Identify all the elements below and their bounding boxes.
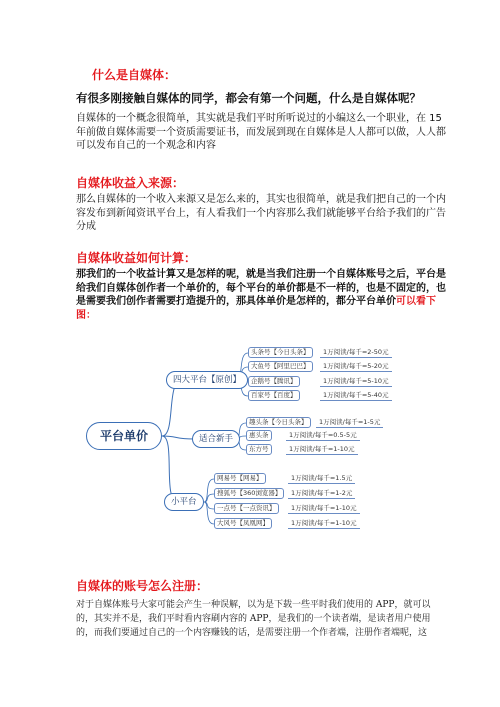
leaf-platform-price: 1万阅读/每千=5-10元 — [320, 376, 392, 387]
section-title-account-registration: 自媒体的账号怎么注册： — [76, 579, 209, 593]
mindmap-leaf — [214, 503, 394, 515]
leaf-platform-price: 1万阅读/每千=5-20元 — [320, 361, 392, 372]
leaf-platform-name: 东方号 — [246, 444, 272, 455]
leaf-platform-price: 1万阅读/每千=1-10元 — [288, 518, 360, 529]
mindmap-branch-beginner-platforms: 适合新手 — [192, 430, 240, 448]
leaf-platform-name: 惠头条 — [246, 430, 272, 441]
paragraph-income-calculation — [76, 268, 448, 322]
leaf-platform-price: 1万阅读/每千=1-10元 — [286, 444, 358, 455]
mindmap-leaf — [214, 518, 394, 530]
leaf-platform-name: 大鱼号【阿里巴巴】 — [248, 361, 313, 372]
paragraph-what-is-self-media: 自媒体的一个概念很简单，其实就是我们平时所听说过的小编这么一个职业，在 15 年前做自媒体需要一个资质需要证书，而发展到现在自媒体是人人都可以做，人人都可以发布自己的一个观念和内容 — [76, 113, 446, 151]
mindmap-leaf — [248, 390, 398, 402]
mindmap-leaf — [248, 376, 398, 388]
leaf-platform-name: 大风号【凤凰网】 — [214, 518, 272, 529]
leaf-platform-price: 1万阅读/每千=5-40元 — [320, 390, 392, 401]
leaf-platform-name: 头条号【今日头条】 — [248, 347, 313, 358]
see-figure-link-text: 可以看下图： — [76, 296, 436, 321]
intro-question: 有很多刚接触自媒体的同学，都会有第一个问题，什么是自媒体呢？ — [76, 91, 421, 105]
mindmap-leaf — [246, 430, 406, 442]
leaf-platform-name: 企鹅号【腾讯】 — [248, 376, 300, 387]
leaf-platform-name: 趣头条【今日头条】 — [246, 417, 311, 428]
mindmap-leaf — [214, 488, 394, 500]
leaf-platform-price: 1万阅读/每千=2-50元 — [320, 347, 392, 358]
section-title-what-is-self-media: 什么是自媒体： — [92, 68, 177, 82]
mindmap-leaf — [246, 417, 406, 429]
section-title-income-calculation: 自媒体收益如何计算： — [76, 251, 197, 265]
leaf-platform-price: 1万阅读/每千=1-5元 — [316, 417, 383, 428]
platform-price-mindmap — [86, 338, 416, 533]
paragraph-income-calculation-text: 那我们的一个收益计算又是怎样的呢，就是当我们注册一个自媒体账号之后，平台是给我们自媒体创作者一个单价的，每个平台的单价都是不一样的，也是不固定的，也是需要我们创作者需要打造提升的，那具体单价是怎样的，都分平台单价 — [76, 269, 446, 307]
mindmap-branch-original-platforms: 四大平台【原创】 — [166, 371, 248, 389]
mindmap-root-node: 平台单价 — [86, 422, 162, 450]
leaf-platform-name: 百家号【百度】 — [248, 390, 300, 401]
section-title-income-source: 自媒体收益入来源： — [76, 176, 185, 190]
paragraph-account-registration: 对于自媒体账号大家可能会产生一种误解，以为是下载一些平时我们使用的 APP，就可以的，其实并不是，我们平时看内容刷内容的 APP，是我们的一个读者端，是读者用户使用的，而我们要通过自己的一个内容赚钱的话，是需要注册一个作者端，注册作者端呢，这 — [76, 600, 431, 638]
mindmap-leaf — [248, 347, 398, 359]
mindmap-branch-small-platforms: 小平台 — [164, 493, 204, 511]
leaf-platform-price: 1万阅读/每千=0.5-5元 — [286, 430, 360, 441]
leaf-platform-price: 1万阅读/每千=1-10元 — [288, 503, 360, 514]
leaf-platform-name: 搜狐号【360浏览器】 — [214, 488, 284, 499]
paragraph-income-source: 那么自媒体的一个收入来源又是怎么来的，其实也很简单，就是我们把自己的一个内容发布到新闻资讯平台上，有人看我们一个内容那么我们就能够平台给予我们的广告分成 — [76, 194, 446, 232]
leaf-platform-price: 1万阅读/每千=1.5元 — [288, 473, 355, 484]
mindmap-leaf — [246, 444, 406, 456]
mindmap-leaf — [248, 361, 398, 373]
leaf-platform-name: 一点号【一点资讯】 — [214, 503, 279, 514]
mindmap-leaf — [214, 473, 394, 485]
leaf-platform-name: 网易号【网易】 — [214, 473, 266, 484]
leaf-platform-price: 1万阅读/每千=1-2元 — [288, 488, 355, 499]
